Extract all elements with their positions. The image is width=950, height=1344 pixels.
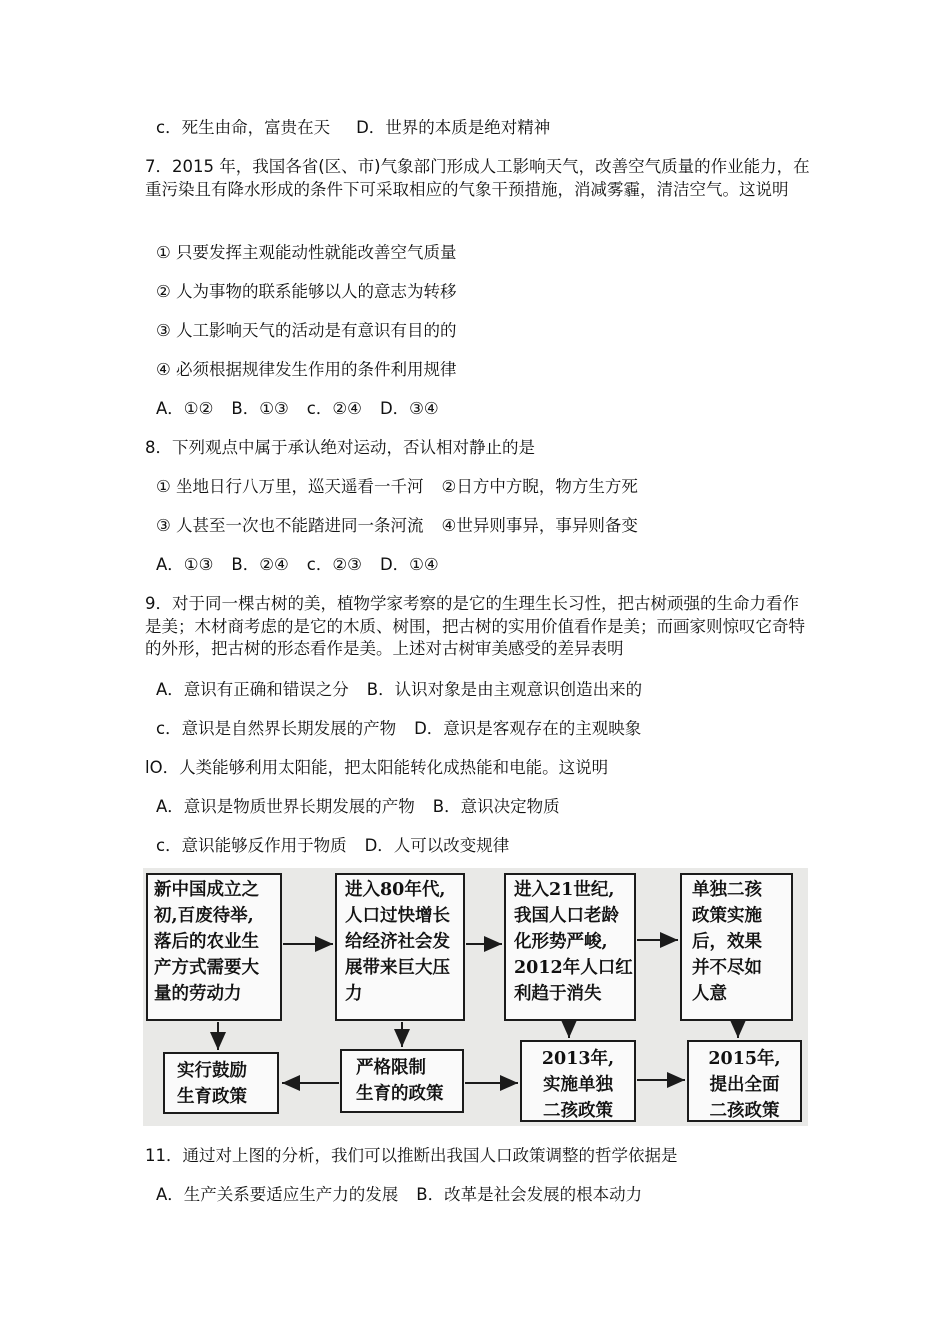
population-policy-flowchart (143, 868, 808, 1126)
q10-options-cd (156, 835, 509, 857)
q8-options (156, 554, 439, 576)
q8-statements-row1 (156, 476, 638, 498)
q9-options-cd (156, 718, 641, 740)
q7-statement: ② 人为事物的联系能够以人的意志为转移 (156, 282, 457, 301)
q8-statement: ④世异则事异，事异则备变 (441, 516, 638, 535)
q8-option-c: c．②③ (306, 555, 362, 574)
q11-option-a: A．生产关系要适应生产力的发展 (156, 1185, 399, 1204)
q8-option-b: B．②④ (231, 555, 289, 574)
q8-statement: ②日方中方睨，物方生方死 (441, 477, 638, 496)
q7-option-d: D．③④ (379, 399, 439, 418)
q10-options-ab (156, 796, 560, 818)
flow-box-restrict-births: 严格限制 生育的政策 (340, 1049, 464, 1113)
flow-box-encourage-births: 实行鼓励 生育政策 (163, 1052, 279, 1114)
q9-option-a: A．意识有正确和错误之分 (156, 680, 349, 699)
q9-option-b: B．认识对象是由主观意识创造出来的 (366, 680, 643, 699)
q7-statement: ③ 人工影响天气的活动是有意识有目的的 (156, 321, 457, 340)
q9-option-c: c．意识是自然界长期发展的产物 (156, 719, 397, 738)
q11-option-b: B．改革是社会发展的根本动力 (416, 1185, 643, 1204)
flow-box-single-child-result: 单独二孩 政策实施 后，效果 并不尽如 人意 (680, 873, 793, 1021)
q8-statement: ③ 人甚至一次也不能踏进同一条河流 (156, 516, 424, 535)
q10-option-b: B．意识决定物质 (432, 797, 560, 816)
q9-stem: 9．对于同一棵古树的美，植物学家考察的是它的生理生长习性，把古树顽强的生命力看作是美；木材商考虑的是它的木质、树围，把古树的实用价值看作是美；而画家则惊叹它奇特的外形，把古树的形态看作是美。上述对古树审美感受的差异表明 (145, 594, 805, 658)
flow-box-2015-policy: 2015年, 提出全面 二孩政策 (687, 1040, 802, 1122)
q9-options-ab (156, 679, 642, 701)
q8-statement: ① 坐地日行八万里，巡天遥看一千河 (156, 477, 424, 496)
q8-statements-row2 (156, 515, 638, 537)
flow-box-21st-century: 进入21世纪, 我国人口老龄 化形势严峻, 2012年人口红 利趋于消失 (504, 873, 636, 1021)
q10-option-d: D．人可以改变规律 (364, 836, 510, 855)
q8-option-d: D．①④ (379, 555, 439, 574)
q8-stem: 8．下列观点中属于承认绝对运动，否认相对静止的是 (145, 438, 535, 457)
q11-options-ab (156, 1184, 642, 1206)
q7-option-c: c．②④ (306, 399, 362, 418)
q6-options-cd (156, 117, 550, 139)
q7-options (156, 398, 439, 420)
q10-stem: lO．人类能够利用太阳能，把太阳能转化成热能和电能。这说明 (145, 758, 609, 777)
flow-box-founding-era: 新中国成立之 初,百废待举, 落后的农业生 产方式需要大 量的劳动力 (146, 873, 282, 1021)
q6-option-d: D．世界的本质是绝对精神 (356, 118, 551, 137)
q9-option-d: D．意识是客观存在的主观映象 (414, 719, 642, 738)
q7-stem: 7．2015 年，我国各省(区、市)气象部门形成人工影响天气，改善空气质量的作业能力，在 重污染且有降水形成的条件下可采取相应的气象干预措施，消减雾霾，清洁空气。这说明 (145, 157, 810, 199)
q6-option-c: c．死生由命，富贵在天 (156, 118, 331, 137)
flow-box-1980s: 进入80年代, 人口过快增长 给经济社会发 展带来巨大压 力 (335, 873, 465, 1021)
flow-box-2013-policy: 2013年, 实施单独 二孩政策 (520, 1040, 636, 1122)
q7-option-a: A．①② (156, 399, 214, 418)
q7-option-b: B．①③ (231, 399, 289, 418)
q7-statement: ④ 必须根据规律发生作用的条件利用规律 (156, 360, 457, 379)
q10-option-c: c．意识能够反作用于物质 (156, 836, 347, 855)
q7-statement: ① 只要发挥主观能动性就能改善空气质量 (156, 243, 457, 262)
q8-option-a: A．①③ (156, 555, 214, 574)
q11-stem: 11．通过对上图的分析，我们可以推断出我国人口政策调整的哲学依据是 (145, 1146, 678, 1165)
q10-option-a: A．意识是物质世界长期发展的产物 (156, 797, 415, 816)
